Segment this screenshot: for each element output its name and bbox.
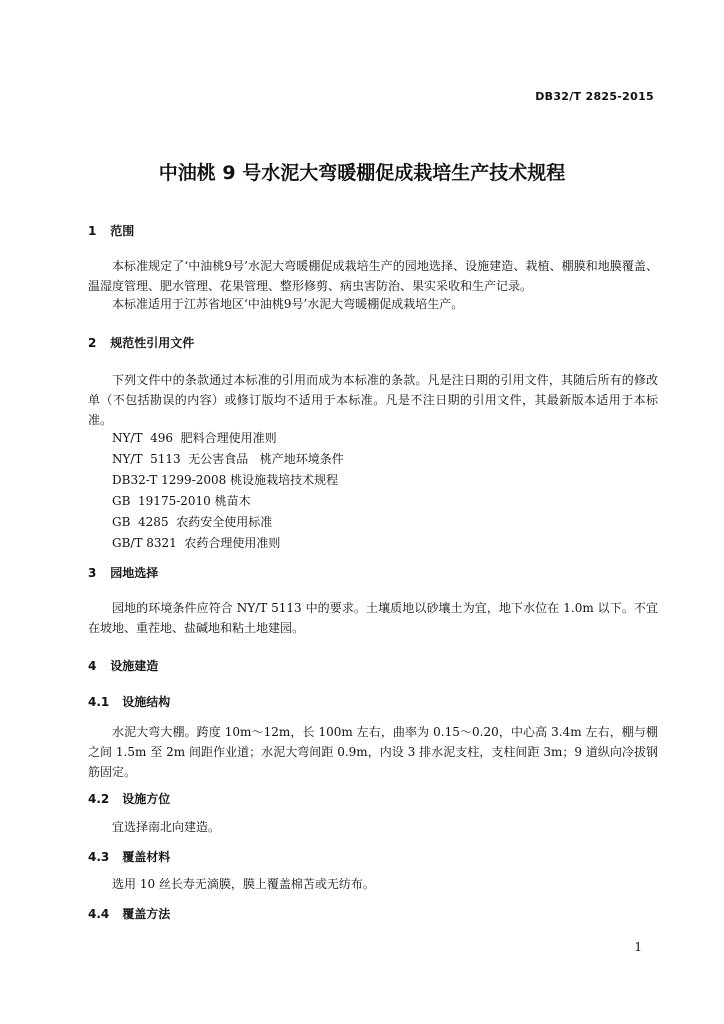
reference-item: GB/T 8321 农药合理使用准则 [112,536,281,550]
subsection-number: 4.3 [88,850,110,864]
reference-item: DB32-T 1299-2008 桃设施栽培技术规程 [112,473,339,487]
standard-number: DB32/T 2825-2015 [535,90,654,103]
reference-item: GB 19175-2010 桃苗木 [112,494,251,508]
reference-item: NY/T 496 肥料合理使用准则 [112,431,277,445]
subsection-4-1-paragraph: 水泥大弯大棚。跨度 10m～12m，长 100m 左右，曲率为 0.15～0.20，中心高 3.4m 左右，棚与棚之间 1.5m 至 2m 间距作业道；水泥大弯间距 0.9m，内设 3 排水泥支柱，支柱间距 3m；9 道纵向冷拔钢筋固定。 [88,725,658,779]
section-number: 4 [88,659,97,673]
section-title: 规范性引用文件 [110,336,195,350]
reference-item: GB 4285 农药安全使用标准 [112,515,273,529]
section-title: 设施建造 [110,659,159,673]
subsection-4-3-paragraph: 选用 10 丝长寿无滴膜，膜上覆盖棉苫或无纺布。 [112,877,375,891]
subsection-number: 4.2 [88,792,110,806]
subsection-4-4-heading [88,905,170,922]
subsection-4-2-heading [88,790,170,807]
subsection-4-2-paragraph: 宜选择南北向建造。 [112,820,221,834]
section-number: 3 [88,566,97,580]
subsection-number: 4.1 [88,695,110,709]
subsection-4-1-heading [88,693,170,710]
section-title: 范围 [110,224,135,238]
subsection-4-3-heading [88,848,170,865]
subsection-number: 4.4 [88,907,110,921]
section-2-heading [88,334,194,351]
reference-item: NY/T 5113 无公害食品 桃产地环境条件 [112,452,344,466]
subsection-title: 覆盖材料 [122,850,171,864]
section-number: 1 [88,224,97,238]
section-title: 园地选择 [110,566,159,580]
section-1-heading [88,222,134,239]
section-1-paragraph-1: 本标准规定了‘中油桃9号’水泥大弯暖棚促成栽培生产的园地选择、设施建造、栽植、棚膜和地膜覆盖、温湿度管理、肥水管理、花果管理、整形修剪、病虫害防治、果实采收和生产记录。 [88,259,658,293]
subsection-title: 设施方位 [122,792,171,806]
reference-list [112,428,344,554]
section-3-paragraph-1: 园地的环境条件应符合 NY/T 5113 中的要求。土壤质地以砂壤土为宜，地下水位在 1.0m 以下。不宜在坡地、重茬地、盐碱地和粘土地建园。 [88,601,658,635]
section-2-paragraph-1: 下列文件中的条款通过本标准的引用而成为本标准的条款。凡是注日期的引用文件，其随后所有的修改单（不包括勘误的内容）或修订版均不适用于本标准。凡是不注日期的引用文件，其最新版本适用于本标准。 [88,373,658,427]
subsection-title: 覆盖方法 [122,907,171,921]
section-number: 2 [88,336,97,350]
page-number: 1 [634,940,642,954]
document-title: 中油桃 9 号水泥大弯暖棚促成栽培生产技术规程 [158,162,566,184]
section-1-paragraph-2: 本标准适用于江苏省地区‘中油桃9号’水泥大弯暖棚促成栽培生产。 [112,297,464,311]
section-4-heading [88,657,158,674]
section-3-heading [88,564,158,581]
subsection-title: 设施结构 [122,695,171,709]
